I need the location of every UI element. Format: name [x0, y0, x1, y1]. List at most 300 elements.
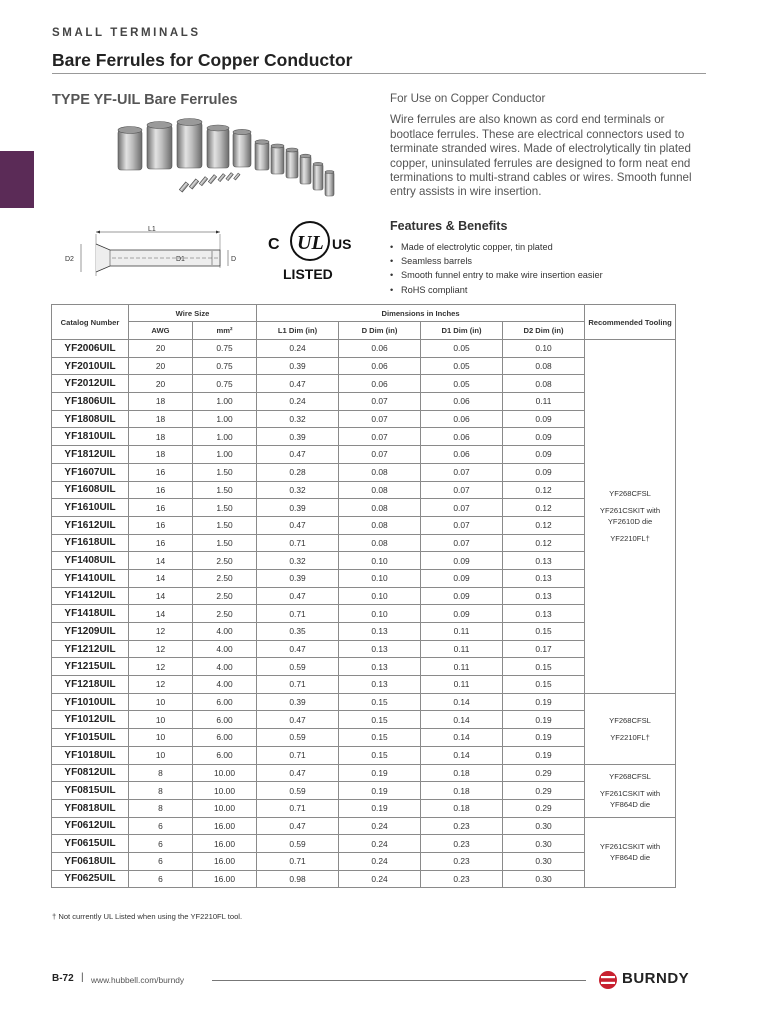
catalog-number-cell: YF1015UIL	[52, 729, 129, 747]
table-cell: 8	[129, 799, 193, 817]
table-cell: 14	[129, 605, 193, 623]
header-d: D Dim (in)	[339, 322, 421, 340]
table-cell: 10	[129, 729, 193, 747]
table-cell: 2.50	[193, 552, 257, 570]
table-cell: 4.00	[193, 676, 257, 694]
table-cell: 0.06	[421, 393, 503, 411]
table-cell: 0.07	[421, 481, 503, 499]
table-cell: 0.08	[339, 499, 421, 517]
small-ferrules	[179, 173, 240, 192]
table-cell: 1.00	[193, 446, 257, 464]
table-cell: 0.59	[257, 729, 339, 747]
table-body	[52, 340, 676, 888]
footer-separator: |	[81, 972, 84, 983]
table-cell: 0.10	[503, 340, 585, 358]
catalog-number-cell: YF1610UIL	[52, 499, 129, 517]
table-cell: 0.47	[257, 817, 339, 835]
table-cell: 0.39	[257, 357, 339, 375]
catalog-number-cell: YF1212UIL	[52, 640, 129, 658]
table-cell: 0.05	[421, 357, 503, 375]
table-cell: 16	[129, 534, 193, 552]
header-d2: D2 Dim (in)	[503, 322, 585, 340]
footer-url[interactable]: www.hubbell.com/burndy	[91, 975, 185, 985]
header-wire-size: Wire Size	[129, 305, 257, 322]
header-awg: AWG	[129, 322, 193, 340]
table-cell: 0.13	[503, 587, 585, 605]
table-row	[52, 410, 676, 428]
table-cell: 0.75	[193, 375, 257, 393]
table-cell: 0.05	[421, 375, 503, 393]
table-cell: 6	[129, 817, 193, 835]
table-cell: 0.39	[257, 693, 339, 711]
table-cell: 0.24	[257, 340, 339, 358]
catalog-number-cell: YF2012UIL	[52, 375, 129, 393]
table-row	[52, 587, 676, 605]
table-cell: 0.07	[421, 463, 503, 481]
table-cell: 6.00	[193, 693, 257, 711]
table-cell: 0.12	[503, 534, 585, 552]
catalog-number-cell: YF0612UIL	[52, 817, 129, 835]
table-row	[52, 516, 676, 534]
table-cell: 0.24	[339, 870, 421, 888]
table-cell: 14	[129, 569, 193, 587]
catalog-number-cell: YF1810UIL	[52, 428, 129, 446]
header-catalog-number: Catalog Number	[52, 305, 129, 340]
table-row	[52, 446, 676, 464]
intro-text	[390, 92, 708, 207]
header-d1: D1 Dim (in)	[421, 322, 503, 340]
table-cell: 0.75	[193, 357, 257, 375]
catalog-number-cell: YF1010UIL	[52, 693, 129, 711]
table-cell: 0.08	[503, 375, 585, 393]
table-cell: 0.19	[503, 693, 585, 711]
table-cell: 0.19	[339, 764, 421, 782]
table-cell: 20	[129, 357, 193, 375]
burndy-logo-icon	[598, 970, 618, 990]
table-cell: 0.28	[257, 463, 339, 481]
label-d: D	[231, 256, 237, 263]
table-cell: 0.13	[339, 640, 421, 658]
tooling-line: YF2210FL†	[610, 534, 650, 544]
table-cell: 0.47	[257, 375, 339, 393]
table-cell: 16	[129, 463, 193, 481]
section-label: SMALL TERMINALS	[52, 27, 201, 39]
tooling-line: YF261CSKIT with YF864D die	[599, 789, 661, 810]
table-cell: 0.19	[339, 782, 421, 800]
table-cell: 0.32	[257, 481, 339, 499]
table-cell: 18	[129, 428, 193, 446]
catalog-number-cell: YF1012UIL	[52, 711, 129, 729]
table-cell: 0.08	[339, 481, 421, 499]
table-row	[52, 393, 676, 411]
table-cell: 0.15	[339, 693, 421, 711]
table-cell: 0.19	[339, 799, 421, 817]
table-cell: 0.18	[421, 799, 503, 817]
table-row	[52, 799, 676, 817]
table-cell: 10	[129, 693, 193, 711]
tooling-line: YF261CSKIT with YF2610D die	[599, 506, 661, 527]
catalog-number-cell: YF1618UIL	[52, 534, 129, 552]
table-cell: 0.39	[257, 428, 339, 446]
table-cell: 20	[129, 375, 193, 393]
table-cell: 12	[129, 658, 193, 676]
table-cell: 0.47	[257, 446, 339, 464]
table-row	[52, 340, 676, 358]
table-cell: 0.08	[339, 516, 421, 534]
table-row	[52, 623, 676, 641]
table-cell: 0.11	[503, 393, 585, 411]
catalog-number-cell: YF0618UIL	[52, 852, 129, 870]
table-cell: 0.10	[339, 552, 421, 570]
page-number: B-72	[52, 973, 74, 984]
catalog-number-cell: YF2010UIL	[52, 357, 129, 375]
table-cell: 10.00	[193, 764, 257, 782]
table-cell: 0.29	[503, 782, 585, 800]
table-cell: 1.50	[193, 516, 257, 534]
catalog-number-cell: YF1412UIL	[52, 587, 129, 605]
table-row	[52, 375, 676, 393]
catalog-number-cell: YF1408UIL	[52, 552, 129, 570]
table-cell: 0.29	[503, 799, 585, 817]
table-row	[52, 463, 676, 481]
table-cell: 0.18	[421, 764, 503, 782]
table-cell: 12	[129, 676, 193, 694]
recommended-tooling-cell	[585, 764, 676, 817]
recommended-tooling-cell	[585, 340, 676, 694]
large-ferrules	[118, 119, 334, 197]
table-cell: 0.09	[421, 552, 503, 570]
header-recommended-tooling: Recommended Tooling	[585, 305, 676, 340]
table-cell: 1.00	[193, 393, 257, 411]
table-cell: 10	[129, 746, 193, 764]
table-row	[52, 569, 676, 587]
table-cell: 16.00	[193, 870, 257, 888]
table-row	[52, 658, 676, 676]
table-cell: 14	[129, 552, 193, 570]
table-cell: 0.06	[339, 357, 421, 375]
table-cell: 2.50	[193, 605, 257, 623]
catalog-number-cell: YF2006UIL	[52, 340, 129, 358]
table-cell: 0.23	[421, 817, 503, 835]
table-cell: 0.12	[503, 516, 585, 534]
table-cell: 0.24	[257, 393, 339, 411]
table-cell: 0.24	[339, 817, 421, 835]
burndy-logo-text: BURNDY	[622, 970, 690, 987]
catalog-number-cell: YF1410UIL	[52, 569, 129, 587]
table-row	[52, 605, 676, 623]
table-cell: 0.35	[257, 623, 339, 641]
intro-subtitle: For Use on Copper Conductor	[390, 92, 546, 105]
table-cell: 0.47	[257, 764, 339, 782]
table-cell: 0.06	[421, 428, 503, 446]
intro-description: Wire ferrules are also known as cord end terminals or bootlace ferrules. These are electrical connectors used to terminate stranded wires. Made of electrolytically tin plated copper, uninsulated ferrules are designed to form neat end terminations to multi-strand cables or wires. Smooth funnel entry assists in wire insertion.	[390, 113, 692, 199]
table-cell: 2.50	[193, 569, 257, 587]
table-cell: 0.32	[257, 410, 339, 428]
table-cell: 0.47	[257, 711, 339, 729]
header-l1: L1 Dim (in)	[257, 322, 339, 340]
table-cell: 0.13	[503, 552, 585, 570]
table-cell: 12	[129, 640, 193, 658]
table-cell: 0.06	[339, 375, 421, 393]
table-cell: 0.06	[421, 446, 503, 464]
table-cell: 6.00	[193, 729, 257, 747]
catalog-number-cell: YF1812UIL	[52, 446, 129, 464]
table-cell: 16.00	[193, 817, 257, 835]
feature-item: • Smooth funnel entry to make wire insertion easier	[390, 268, 710, 282]
catalog-number-cell: YF1607UIL	[52, 463, 129, 481]
table-cell: 0.15	[339, 746, 421, 764]
recommended-tooling-cell	[585, 693, 676, 764]
footnote: † Not currently UL Listed when using the YF2210FL tool.	[52, 912, 243, 921]
table-cell: 0.24	[339, 835, 421, 853]
table-cell: 0.07	[339, 428, 421, 446]
table-cell: 14	[129, 587, 193, 605]
table-row	[52, 676, 676, 694]
table-row	[52, 729, 676, 747]
table-cell: 10.00	[193, 782, 257, 800]
svg-text:UL: UL	[297, 232, 324, 254]
bullet-icon: •	[390, 256, 394, 267]
table-cell: 0.14	[421, 711, 503, 729]
table-cell: 16.00	[193, 835, 257, 853]
table-cell: 1.50	[193, 534, 257, 552]
table-cell: 6	[129, 835, 193, 853]
catalog-number-cell: YF1418UIL	[52, 605, 129, 623]
table-cell: 18	[129, 393, 193, 411]
table-cell: 16	[129, 481, 193, 499]
table-row	[52, 499, 676, 517]
table-row	[52, 693, 676, 711]
page-title: Bare Ferrules for Copper Conductor	[52, 50, 353, 70]
table-cell: 0.07	[421, 516, 503, 534]
table-cell: 0.07	[339, 446, 421, 464]
table-cell: 0.11	[421, 640, 503, 658]
product-heading: TYPE YF-UIL Bare Ferrules	[52, 92, 238, 108]
table-cell: 0.71	[257, 852, 339, 870]
table-cell: 0.23	[421, 852, 503, 870]
tooling-line: YF2210FL†	[610, 732, 650, 742]
table-cell: 0.98	[257, 870, 339, 888]
features-heading: Features & Benefits	[390, 219, 508, 233]
table-cell: 1.50	[193, 463, 257, 481]
table-cell: 6.00	[193, 711, 257, 729]
table-cell: 0.13	[503, 569, 585, 587]
ferrules-photo	[116, 116, 340, 206]
table-cell: 6.00	[193, 746, 257, 764]
table-cell: 0.13	[339, 658, 421, 676]
table-cell: 1.00	[193, 410, 257, 428]
table-cell: 0.10	[339, 587, 421, 605]
table-cell: 0.30	[503, 835, 585, 853]
table-cell: 0.59	[257, 782, 339, 800]
catalog-number-cell: YF0818UIL	[52, 799, 129, 817]
table-cell: 0.08	[503, 357, 585, 375]
tooling-line: YF268CFSL	[609, 489, 651, 499]
ferrule-spec-table	[51, 304, 676, 888]
table-cell: 0.23	[421, 870, 503, 888]
table-cell: 12	[129, 623, 193, 641]
table-cell: 0.29	[503, 764, 585, 782]
table-cell: 0.09	[421, 587, 503, 605]
table-row	[52, 835, 676, 853]
table-cell: 20	[129, 340, 193, 358]
header-mm2: mm²	[193, 322, 257, 340]
table-cell: 0.07	[421, 499, 503, 517]
table-cell: 0.08	[339, 463, 421, 481]
table-cell: 0.09	[503, 446, 585, 464]
table-cell: 0.71	[257, 676, 339, 694]
table-cell: 8	[129, 782, 193, 800]
table-row	[52, 428, 676, 446]
table-row	[52, 711, 676, 729]
ul-listed-logo	[268, 214, 358, 284]
table-row	[52, 534, 676, 552]
table-cell: 16	[129, 499, 193, 517]
table-cell: 0.59	[257, 658, 339, 676]
table-cell: 0.47	[257, 640, 339, 658]
table-cell: 0.32	[257, 552, 339, 570]
table-cell: 0.15	[339, 729, 421, 747]
table-row	[52, 852, 676, 870]
table-cell: 0.75	[193, 340, 257, 358]
footer-divider	[212, 980, 586, 981]
table-cell: 0.15	[503, 658, 585, 676]
table-cell: 0.14	[421, 729, 503, 747]
table-cell: 0.11	[421, 676, 503, 694]
table-row	[52, 357, 676, 375]
title-divider	[52, 73, 706, 74]
table-cell: 10	[129, 711, 193, 729]
table-cell: 0.13	[339, 623, 421, 641]
svg-text:LISTED: LISTED	[283, 266, 333, 282]
table-cell: 0.12	[503, 481, 585, 499]
table-cell: 0.17	[503, 640, 585, 658]
table-cell: 4.00	[193, 640, 257, 658]
table-cell: 2.50	[193, 587, 257, 605]
features-list	[390, 240, 710, 297]
feature-item: • RoHS compliant	[390, 283, 710, 297]
table-cell: 16.00	[193, 852, 257, 870]
table-row	[52, 817, 676, 835]
table-cell: 0.14	[421, 746, 503, 764]
table-cell: 0.14	[421, 693, 503, 711]
table-cell: 0.59	[257, 835, 339, 853]
tooling-line: YF268CFSL	[609, 715, 651, 725]
table-cell: 0.13	[503, 605, 585, 623]
table-cell: 0.15	[503, 676, 585, 694]
catalog-number-cell: YF1806UIL	[52, 393, 129, 411]
table-cell: 0.09	[503, 410, 585, 428]
table-cell: 0.71	[257, 799, 339, 817]
catalog-number-cell: YF1215UIL	[52, 658, 129, 676]
table-cell: 0.30	[503, 870, 585, 888]
feature-item: • Made of electrolytic copper, tin plated	[390, 240, 710, 254]
table-cell: 0.71	[257, 746, 339, 764]
table-cell: 1.50	[193, 499, 257, 517]
table-cell: 0.30	[503, 817, 585, 835]
catalog-number-cell: YF1612UIL	[52, 516, 129, 534]
table-cell: 16	[129, 516, 193, 534]
catalog-number-cell: YF0625UIL	[52, 870, 129, 888]
catalog-number-cell: YF1018UIL	[52, 746, 129, 764]
table-cell: 0.07	[339, 410, 421, 428]
table-cell: 0.06	[339, 340, 421, 358]
catalog-number-cell: YF1808UIL	[52, 410, 129, 428]
catalog-number-cell: YF1218UIL	[52, 676, 129, 694]
table-row	[52, 552, 676, 570]
catalog-number-cell: YF0815UIL	[52, 782, 129, 800]
table-row	[52, 782, 676, 800]
table-cell: 0.47	[257, 516, 339, 534]
bullet-icon: •	[390, 242, 394, 252]
bullet-icon: •	[390, 284, 394, 295]
table-cell: 0.15	[503, 623, 585, 641]
table-row	[52, 481, 676, 499]
table-cell: 0.05	[421, 340, 503, 358]
table-cell: 0.09	[503, 428, 585, 446]
table-cell: 0.06	[421, 410, 503, 428]
label-l1: L1	[148, 226, 156, 233]
table-row	[52, 746, 676, 764]
header-dimensions: Dimensions in Inches	[257, 305, 585, 322]
ferrule-dimension-drawing	[64, 224, 240, 286]
catalog-number-cell: YF0615UIL	[52, 835, 129, 853]
table-cell: 0.12	[503, 499, 585, 517]
table-cell: 4.00	[193, 658, 257, 676]
table-cell: 0.19	[503, 729, 585, 747]
table-cell: 0.18	[421, 782, 503, 800]
table-cell: 0.39	[257, 569, 339, 587]
table-cell: 4.00	[193, 623, 257, 641]
svg-text:C: C	[268, 236, 280, 253]
table-cell: 0.39	[257, 499, 339, 517]
table-cell: 0.71	[257, 605, 339, 623]
table-cell: 0.19	[503, 746, 585, 764]
table-cell: 8	[129, 764, 193, 782]
catalog-number-cell: YF1209UIL	[52, 623, 129, 641]
table-cell: 0.19	[503, 711, 585, 729]
bullet-icon: •	[390, 270, 394, 281]
table-cell: 0.09	[421, 569, 503, 587]
table-cell: 18	[129, 446, 193, 464]
table-cell: 0.13	[339, 676, 421, 694]
svg-text:US: US	[332, 236, 352, 252]
table-cell: 1.00	[193, 428, 257, 446]
catalog-number-cell: YF1608UIL	[52, 481, 129, 499]
table-cell: 0.11	[421, 623, 503, 641]
feature-item: • Seamless barrels	[390, 254, 710, 268]
table-cell: 0.24	[339, 852, 421, 870]
table-cell: 0.10	[339, 605, 421, 623]
label-d1: D1	[176, 256, 185, 263]
table-cell: 0.09	[421, 605, 503, 623]
section-color-tab	[0, 151, 34, 208]
table-cell: 0.10	[339, 569, 421, 587]
recommended-tooling-cell	[585, 817, 676, 888]
table-cell: 0.71	[257, 534, 339, 552]
table-cell: 0.07	[421, 534, 503, 552]
table-cell: 1.50	[193, 481, 257, 499]
tooling-line: YF268CFSL	[609, 772, 651, 782]
catalog-number-cell: YF0812UIL	[52, 764, 129, 782]
table-cell: 0.09	[503, 463, 585, 481]
table-cell: 0.07	[339, 393, 421, 411]
table-row	[52, 640, 676, 658]
table-cell: 6	[129, 870, 193, 888]
table-cell: 0.15	[339, 711, 421, 729]
table-cell: 0.08	[339, 534, 421, 552]
table-cell: 0.47	[257, 587, 339, 605]
